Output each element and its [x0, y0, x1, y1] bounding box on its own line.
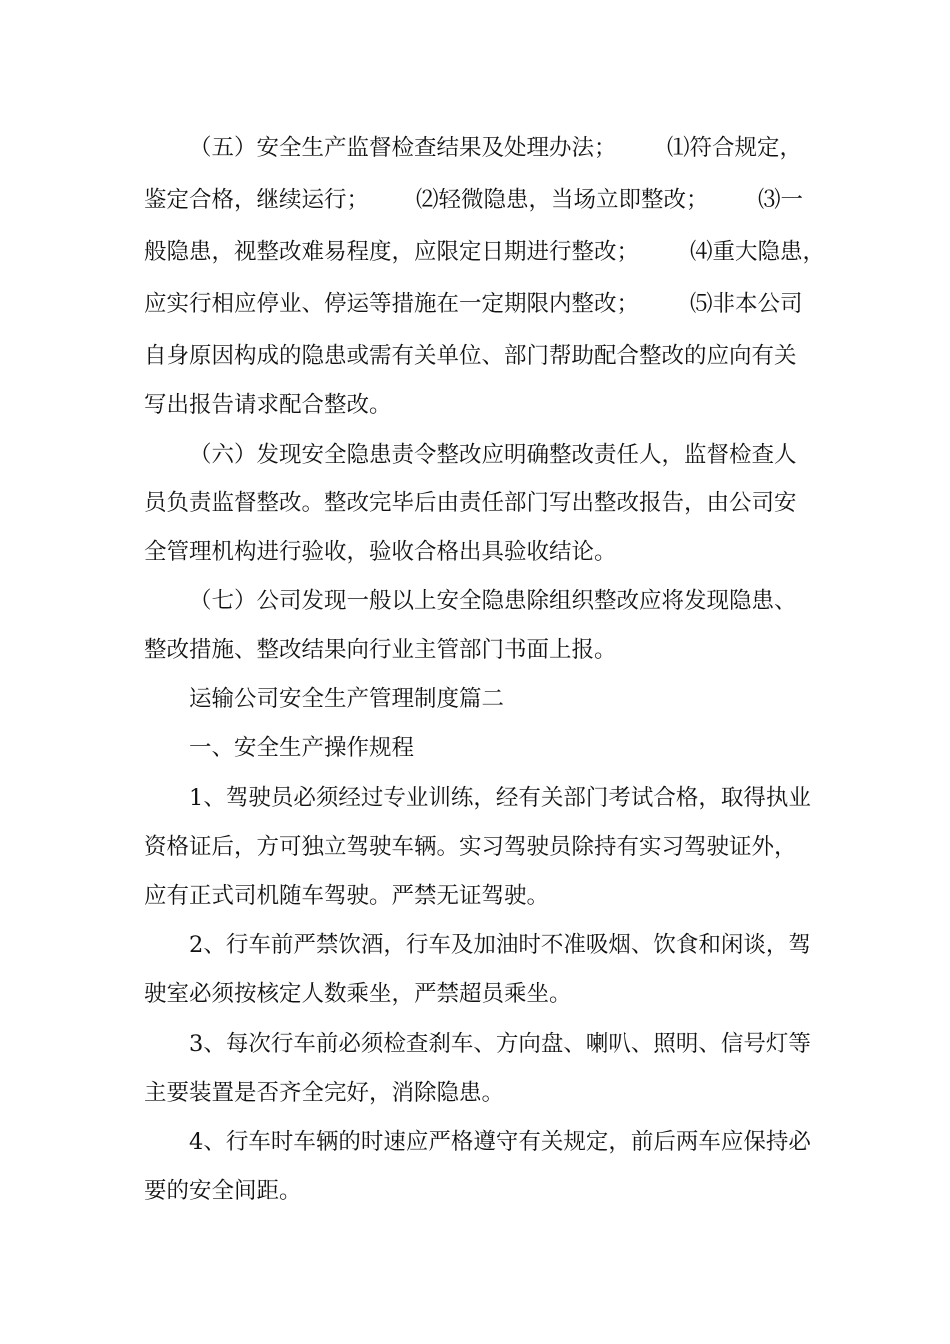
section-five-item-3-start: ⑶一: [758, 187, 804, 213]
section-six-line-2: 员负责监督整改。整改完毕后由责任部门写出整改报告，由公司安: [144, 490, 797, 516]
section-five-line-3: [0, 232, 950, 272]
section-five-line-6: 写出报告请求配合整改。: [144, 392, 392, 418]
section-five-line-4: [0, 284, 950, 324]
rule-4-line-1: 4、行车时车辆的时速应严格遵守有关规定，前后两车应保持必: [189, 1129, 811, 1155]
section-seven-line-2: 整改措施、整改结果向行业主管部门书面上报。: [144, 637, 617, 663]
section-five-line-1: [0, 128, 950, 168]
part-two-title: 运输公司安全生产管理制度篇二: [189, 686, 505, 712]
rule-2-line-1: 2、行车前严禁饮酒，行车及加油时不准吸烟、饮食和闲谈，驾: [189, 932, 811, 958]
section-five-item-5-start: ⑸非本公司: [690, 291, 803, 317]
section-five-line-5: 自身原因构成的隐患或需有关单位、部门帮助配合整改的应向有关: [144, 343, 797, 369]
section-five-item-4-end: 应实行相应停业、停运等措施在一定期限内整改；: [144, 291, 640, 317]
section-seven-line-1: （七）公司发现一般以上安全隐患除组织整改应将发现隐患、: [189, 588, 797, 614]
section-five-item-1-start: ⑴符合规定，: [667, 135, 803, 161]
rule-4-line-2: 要的安全间距。: [144, 1178, 302, 1204]
rule-2-line-2: 驶室必须按核定人数乘坐，严禁超员乘坐。: [144, 981, 572, 1007]
section-five-line-2: [0, 180, 950, 220]
section-five-item-4-start: ⑷重大隐患，: [690, 239, 826, 265]
section-five-item-1-end: 鉴定合格，继续运行；: [144, 187, 370, 213]
section-six-line-1: （六）发现安全隐患责令整改应明确整改责任人，监督检查人: [189, 442, 797, 468]
part-two-subtitle: 一、安全生产操作规程: [189, 735, 415, 761]
section-five-item-2: ⑵轻微隐患，当场立即整改；: [416, 187, 709, 213]
rule-3-line-2: 主要装置是否齐全完好，消除隐患。: [144, 1080, 505, 1106]
rule-3-line-1: 3、每次行车前必须检查刹车、方向盘、喇叭、照明、信号灯等: [189, 1031, 811, 1057]
section-five-heading: （五）安全生产监督检查结果及处理办法；: [189, 135, 617, 161]
section-five-item-3-end: 般隐患，视整改难易程度，应限定日期进行整改；: [144, 239, 640, 265]
rule-1-line-2: 资格证后，方可独立驾驶车辆。实习驾驶员除持有实习驾驶证外，: [144, 834, 797, 860]
section-six-line-3: 全管理机构进行验收，验收合格出具验收结论。: [144, 539, 617, 565]
rule-1-line-3: 应有正式司机随车驾驶。严禁无证驾驶。: [144, 883, 550, 909]
rule-1-line-1: 1、驾驶员必须经过专业训练，经有关部门考试合格，取得执业: [189, 785, 811, 811]
